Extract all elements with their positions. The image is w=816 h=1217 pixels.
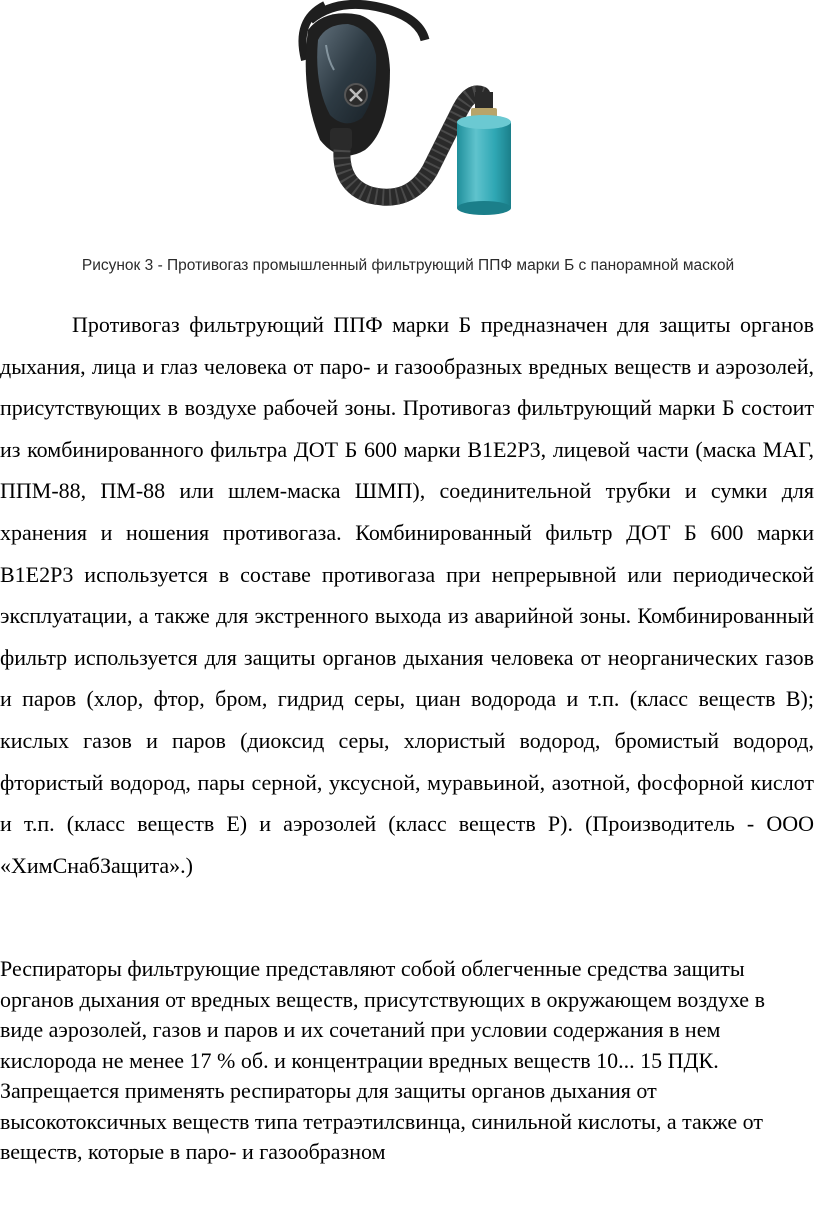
paragraph-gas-mask-description: Противогаз фильтрующий ППФ марки Б предназначен для защиты органов дыхания, лица и глаз человека от паро- и газообразных вредных веществ и аэрозолей, присутствующих в воздухе рабочей зоны. Противогаз фильтрующий марки Б состоит из комбинированного фильтра ДОТ Б 600 марки В1Е2Р3, лицевой части (маска МАГ, ППМ-88, ПМ-88 или шлем-маска ШМП), соединительной трубки и сумки для хранения и ношения противогаза. Комбинированный фильтр ДОТ Б 600 марки В1Е2Р3 используется в составе противогаза при непрерывной или периодической эксплуатации, а также для экстренного выхода из аварийной зоны. Комбинированный фильтр используется для защиты органов дыхания человека от неорганических газов и паров (хлор, фтор, бром, гидрид серы, циан водорода и т.п. (класс веществ В); кислых газов и паров (диоксид серы, хлористый водород, бромистый водород, фтористый водород, пары серной, уксусной, муравьиной, азотной, фосфорной кислот и т.п. (класс веществ Е) и аэрозолей (класс веществ Р). (Производитель - ООО «ХимСнабЗащита».) [0,312,814,878]
paragraph-respirators: Респираторы фильтрующие представляют собой облегченные средства защиты органов дыхания от вредных веществ, присутствующих в окружающем воздухе в виде аэрозолей, газов и паров и их сочетаний при условии содержания в нем кислорода не менее 17 % об. и концентрации вредных веществ 10... 15 ПДК. Запрещается применять респираторы для защиты органов дыхания от высокотоксичных веществ типа тетраэтилсвинца, синильной кислоты, а также от веществ, которые в паро- и газообразном [0,956,765,1164]
gas-mask-figure [270,0,570,240]
figure-caption: Рисунок 3 - Противогаз промышленный фильтрующий ППФ марки Б с панорамной маской [81,257,735,274]
gas-mask-with-filter-canister-icon [270,0,570,240]
